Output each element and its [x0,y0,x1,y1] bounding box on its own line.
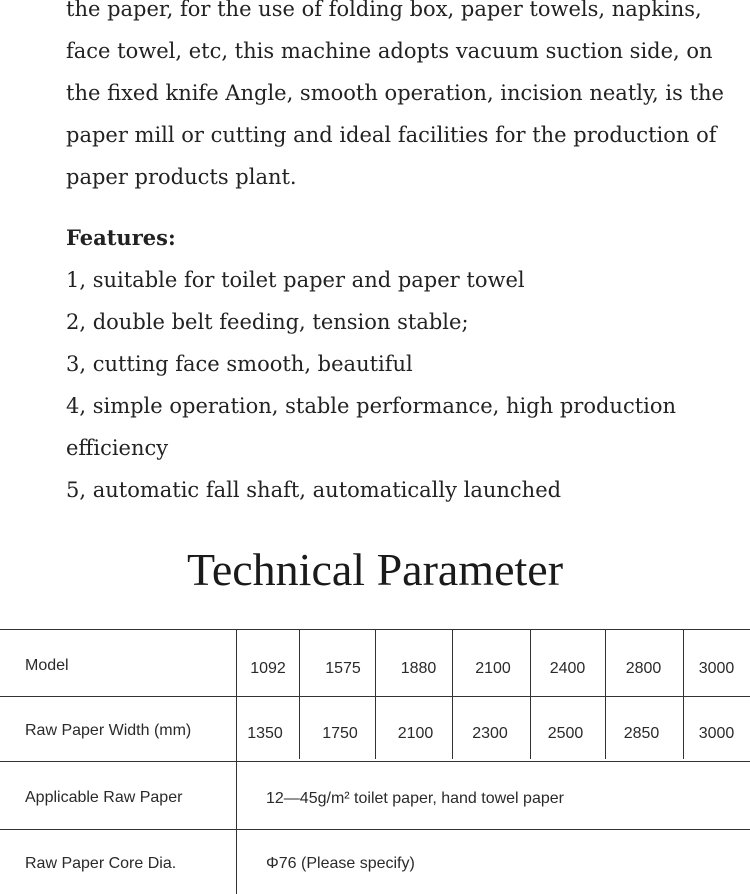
table-cell: 2850 [623,725,660,742]
row-label-raw-paper-core-dia: Raw Paper Core Dia. [25,855,177,872]
table-cell: 12—45g/m² toilet paper, hand towel paper [266,790,564,807]
table-cell: 2100 [397,725,434,742]
row-label-model: Model [25,657,69,674]
intro-line: paper mill or cutting and ideal facilities for the production of [66,123,717,147]
table-cell: 2400 [549,660,586,677]
intro-line: the paper, for the use of folding box, paper towels, napkins, [66,0,702,21]
table-cell: 2100 [475,660,511,677]
feature-item: 1, suitable for toilet paper and paper towel [66,268,525,292]
table-cell: 2800 [625,660,662,677]
feature-item: 2, double belt feeding, tension stable; [66,310,469,334]
table-cell: 2500 [547,725,584,742]
table-cell: 2300 [472,725,508,742]
table-cell: 1880 [400,660,437,677]
table-rule [0,829,750,830]
table-cell: 3000 [698,725,735,742]
table-cell: 1575 [325,660,361,677]
intro-line: the fixed knife Angle, smooth operation, incision neatly, is the [66,81,724,105]
row-label-raw-paper-width: Raw Paper Width (mm) [25,722,192,739]
table-cell: 3000 [698,660,735,677]
feature-item: efficiency [66,436,169,460]
table-cell: 1092 [250,660,286,677]
feature-item: 5, automatic fall shaft, automatically launched [66,478,562,502]
feature-item: 3, cutting face smooth, beautiful [66,352,413,376]
table-rule [0,761,750,762]
table-rule [299,629,300,759]
features-heading: Features: [66,225,176,250]
intro-line: face towel, etc, this machine adopts vacuum suction side, on [66,39,713,63]
table-cell: Φ76 (Please specify) [266,855,415,872]
row-label-applicable-raw-paper: Applicable Raw Paper [25,789,183,806]
table-cell: 1350 [247,725,283,742]
table-cell: 1750 [322,725,358,742]
section-title: Technical Parameter [186,544,564,595]
feature-item: 4, simple operation, stable performance, high production [66,394,677,418]
intro-line: paper products plant. [66,165,297,189]
